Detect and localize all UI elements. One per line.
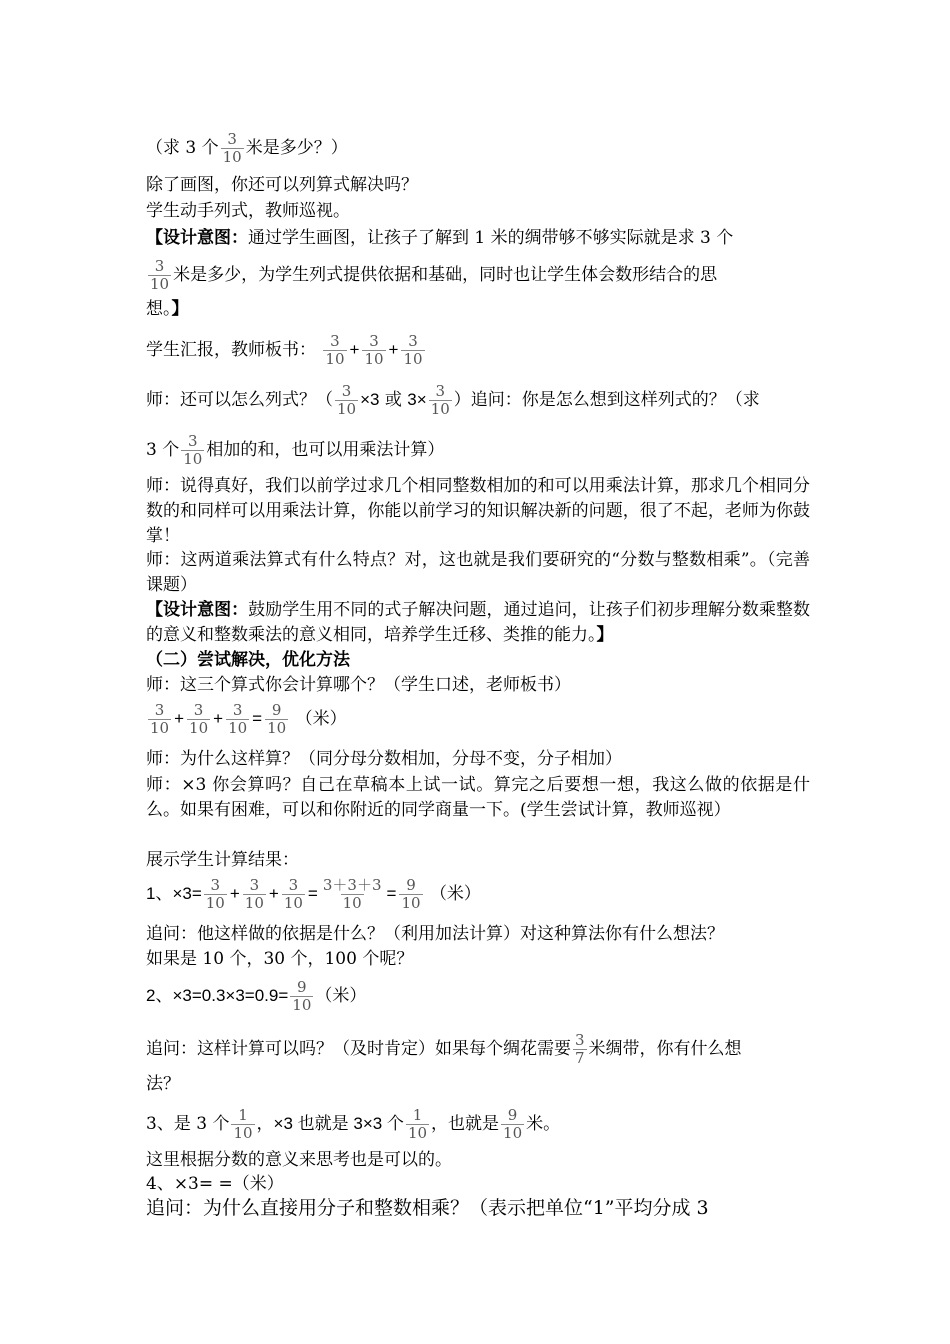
text-line: 师：还可以怎么列式？（ $\frac{3}{10}$ ×3 或 3× $\frac{3}{10}$ ）追问：你是怎么想到这样列式的？（求 <box>146 382 760 418</box>
section-heading: （二）尝试解决，优化方法 <box>146 650 350 670</box>
fraction: $\frac{9}{10}$ <box>267 701 287 737</box>
text-line: 学生动手列式，教师巡视。 <box>146 201 350 221</box>
text-line: 4、×3= =（米） <box>146 1174 284 1194</box>
text-line: 法？ <box>146 1074 180 1094</box>
fraction: $\frac{3}{10}$ <box>430 382 450 418</box>
text: （求 3 个 <box>146 138 219 158</box>
design-intent-label: 【设计意图： <box>146 228 248 248</box>
fraction: $\frac{3+3+3}{10}$ <box>322 876 382 912</box>
fraction: $\frac{1}{10}$ <box>407 1106 428 1142</box>
fraction: $\frac{3}{10}$ <box>403 332 423 368</box>
fraction: $\frac{3}{10}$ <box>228 701 248 737</box>
design-intent-line: $\frac{3}{10}$ 米是多少，为学生列式提供依据和基础，同时也让学生体会数形结合的思 <box>150 257 718 293</box>
design-intent-line: 想。】 <box>146 299 189 319</box>
text-line: 师：这三个算式你会计算哪个？（学生口述，老师板书） <box>146 675 571 695</box>
fraction: $\frac{9}{10}$ <box>503 1106 523 1142</box>
fraction: $\frac{3}{10}$ <box>205 876 225 912</box>
fraction: $\frac{3}{10}$ <box>283 876 303 912</box>
fraction: $\frac{3}{10}$ <box>183 432 203 468</box>
text-line: 这里根据分数的意义来思考也是可以的。 <box>146 1150 452 1170</box>
paragraph: 师：这两道乘法算式有什么特点？对，这也就是我们要研究的“分数与整数相乘”。（完善课题） <box>146 550 810 595</box>
text-line: 如果是 10 个，30 个，100 个呢？ <box>146 949 414 969</box>
text-line: 展示学生计算结果： <box>146 850 299 870</box>
text-line: 追问：他这样做的依据是什么？（利用加法计算）对这种算法你有什么想法？ <box>146 924 724 944</box>
equation-line: 2、×3=0.3×3=0.9= $\frac{9}{10}$ （米） <box>146 978 367 1014</box>
fraction: $\frac{3}{10}$ <box>222 130 242 166</box>
design-intent-paragraph: 【设计意图：鼓励学生用不同的式子解决问题，通过追问，让孩子们初步理解分数乘整数的意义和整数乘法的意义相同，培养学生迁移、类推的能力。】 <box>146 600 811 645</box>
design-intent-label: 【设计意图： <box>146 600 249 620</box>
fraction: $\frac{9}{10}$ <box>401 876 421 912</box>
fraction: $\frac{3}{10}$ <box>364 332 384 368</box>
fraction: $\frac{3}{10}$ <box>150 257 170 293</box>
fraction: $\frac{3}{10}$ <box>325 332 345 368</box>
fraction: $\frac{9}{10}$ <box>292 978 312 1014</box>
equation-line: 1、×3= $\frac{3}{10}$ + $\frac{3}{10}$ + $\frac{3}{10}$ = $\frac{3+3+3}{10}$ = $\frac{9}{10}$ （米） <box>146 876 481 912</box>
paragraph: 师：×3 你会算吗？自己在草稿本上试一试。算完之后要想一想，我这么做的依据是什么。如果有困难，可以和你附近的同学商量一下。(学生尝试计算，教师巡视） <box>146 775 810 820</box>
paragraph: 师：说得真好，我们以前学过求几个相同整数相加的和可以用乘法计算，那求几个相同分数的和同样可以用乘法计算，你能以前学习的知识解决新的问题，很了不起，老师为你鼓掌！ <box>146 476 810 546</box>
fraction: $\frac{3}{10}$ <box>244 876 264 912</box>
text-line: 追问：这样计算可以吗？（及时肯定）如果每个绸花需要 $\frac{3}{7}$ 米绸带，你有什么想 <box>146 1031 742 1067</box>
fraction: $\frac{3}{10}$ <box>189 701 209 737</box>
fraction: $\frac{1}{10}$ <box>233 1106 253 1142</box>
text-line: 学生汇报，教师板书： $\frac{3}{10}$ + $\frac{3}{10}$ + $\frac{3}{10}$ <box>146 332 423 368</box>
text-line: 师：为什么这样算？（同分母分数相加，分母不变，分子相加） <box>146 749 622 769</box>
design-intent-line: 【设计意图：通过学生画图，让孩子了解到 1 米的绸带够不够实际就是求 3 个 <box>146 228 734 248</box>
fraction: $\frac{3}{7}$ <box>575 1031 585 1067</box>
text-line: 除了画图，你还可以列算式解决吗？ <box>146 175 418 195</box>
text-line: 追问：为什么直接用分子和整数相乘？（表示把单位“1”平均分成 3 <box>146 1197 709 1219</box>
equation-line: 3、是 3 个 $\frac{1}{10}$ ，×3 也就是 3×3 个 $\frac{1}{10}$ ，也就是 $\frac{9}{10}$ 米。 <box>146 1106 561 1142</box>
equation-line: $\frac{3}{10}$ + $\frac{3}{10}$ + $\frac{3}{10}$ = $\frac{9}{10}$ （米） <box>150 701 347 737</box>
text-line: 3 个 $\frac{3}{10}$ 相加的和，也可以用乘法计算） <box>146 432 445 468</box>
text: 米是多少？） <box>245 138 348 158</box>
text-line <box>146 131 810 166</box>
fraction: $\frac{3}{10}$ <box>337 382 357 418</box>
fraction: $\frac{3}{10}$ <box>150 701 170 737</box>
